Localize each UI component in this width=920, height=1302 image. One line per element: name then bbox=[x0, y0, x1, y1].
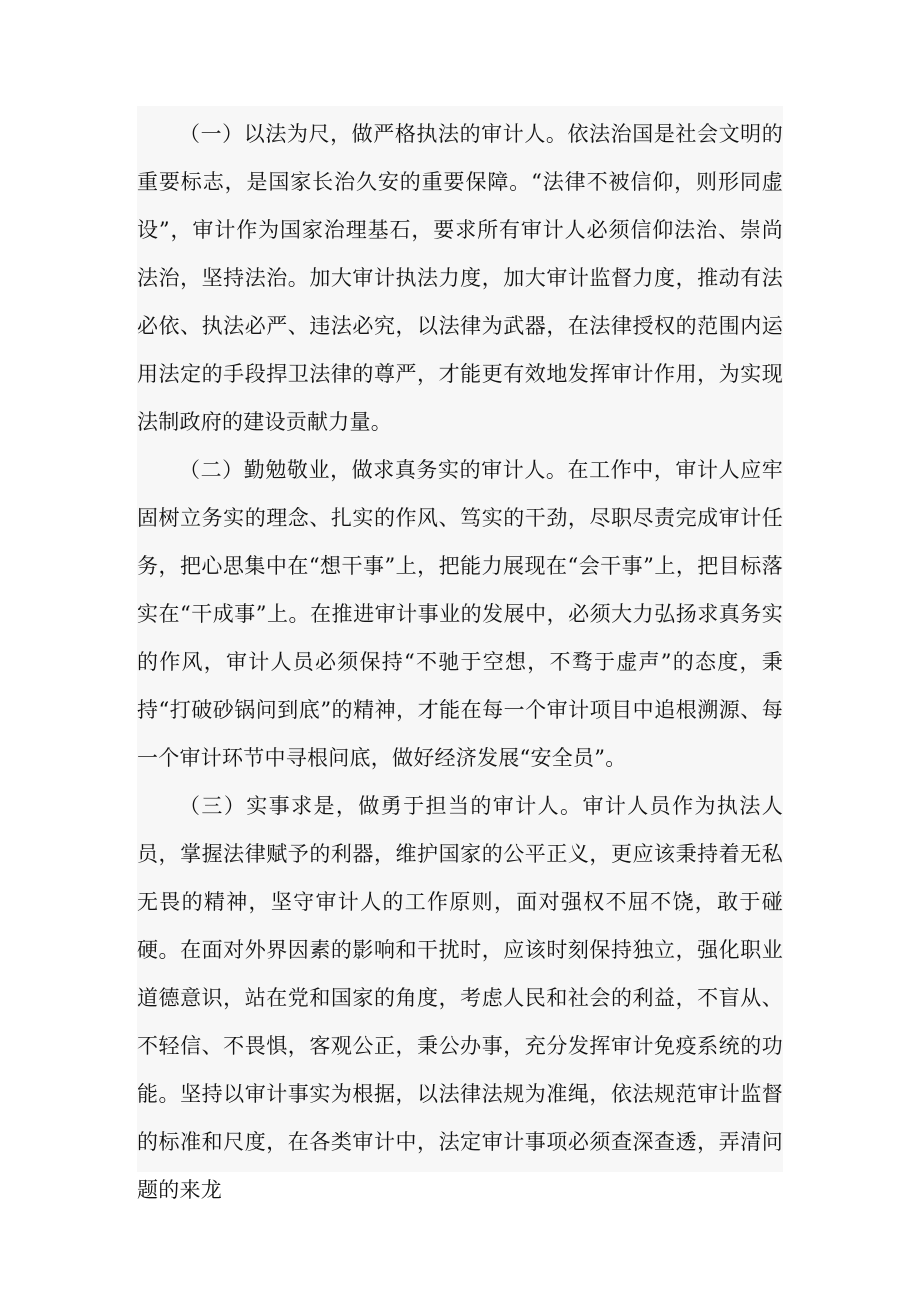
paragraph-diligence: （二）勤勉敬业，做求真务实的审计人。在工作中，审计人应牢固树立务实的理念、扎实的作风、笃实的干劲，尽职尽责完成审计任务，把心思集中在“想干事”上，把能力展现在“会干事”上，把目标落实在“干成事”上。在推进审计事业的发展中，必须大力弘扬求真务实的作风，审计人员必须保持“不驰于空想，不骛于虚声”的态度，秉持“打破砂锅问到底”的精神，才能在每一个审计项目中追根溯源、每一个审计环节中寻根问底，做好经济发展“安全员”。 bbox=[137, 458, 783, 770]
paragraph-rule-of-law: （一）以法为尺，做严格执法的审计人。依法治国是社会文明的重要标志，是国家长治久安的重要保障。“法律不被信仰，则形同虚设”，审计作为国家治理基石，要求所有审计人必须信仰法治、崇尚法治，坚持法治。加大审计执法力度，加大审计监督力度，推动有法必依、执法必严、违法必究，以法律为武器，在法律授权的范围内运用法定的手段捍卫法律的尊严，才能更有效地发挥审计作用，为实现法制政府的建设贡献力量。 bbox=[137, 122, 783, 434]
paragraph-responsibility: （三）实事求是，做勇于担当的审计人。审计人员作为执法人员，掌握法律赋予的利器，维护国家的公平正义，更应该秉持着无私无畏的精神，坚守审计人的工作原则，面对强权不屈不饶，敢于碰硬。在面对外界因素的影响和干扰时，应该时刻保持独立，强化职业道德意识，站在党和国家的角度，考虑人民和社会的利益，不盲从、不轻信、不畏惧，客观公正，秉公办事，充分发挥审计免疫系统的功能。坚持以审计事实为根据，以法律法规为准绳，依法规范审计监督的标准和尺度，在各类审计中，法定审计事项必须查深查透，弄清问题的来龙 bbox=[137, 794, 783, 1202]
document-page bbox=[137, 106, 783, 1202]
